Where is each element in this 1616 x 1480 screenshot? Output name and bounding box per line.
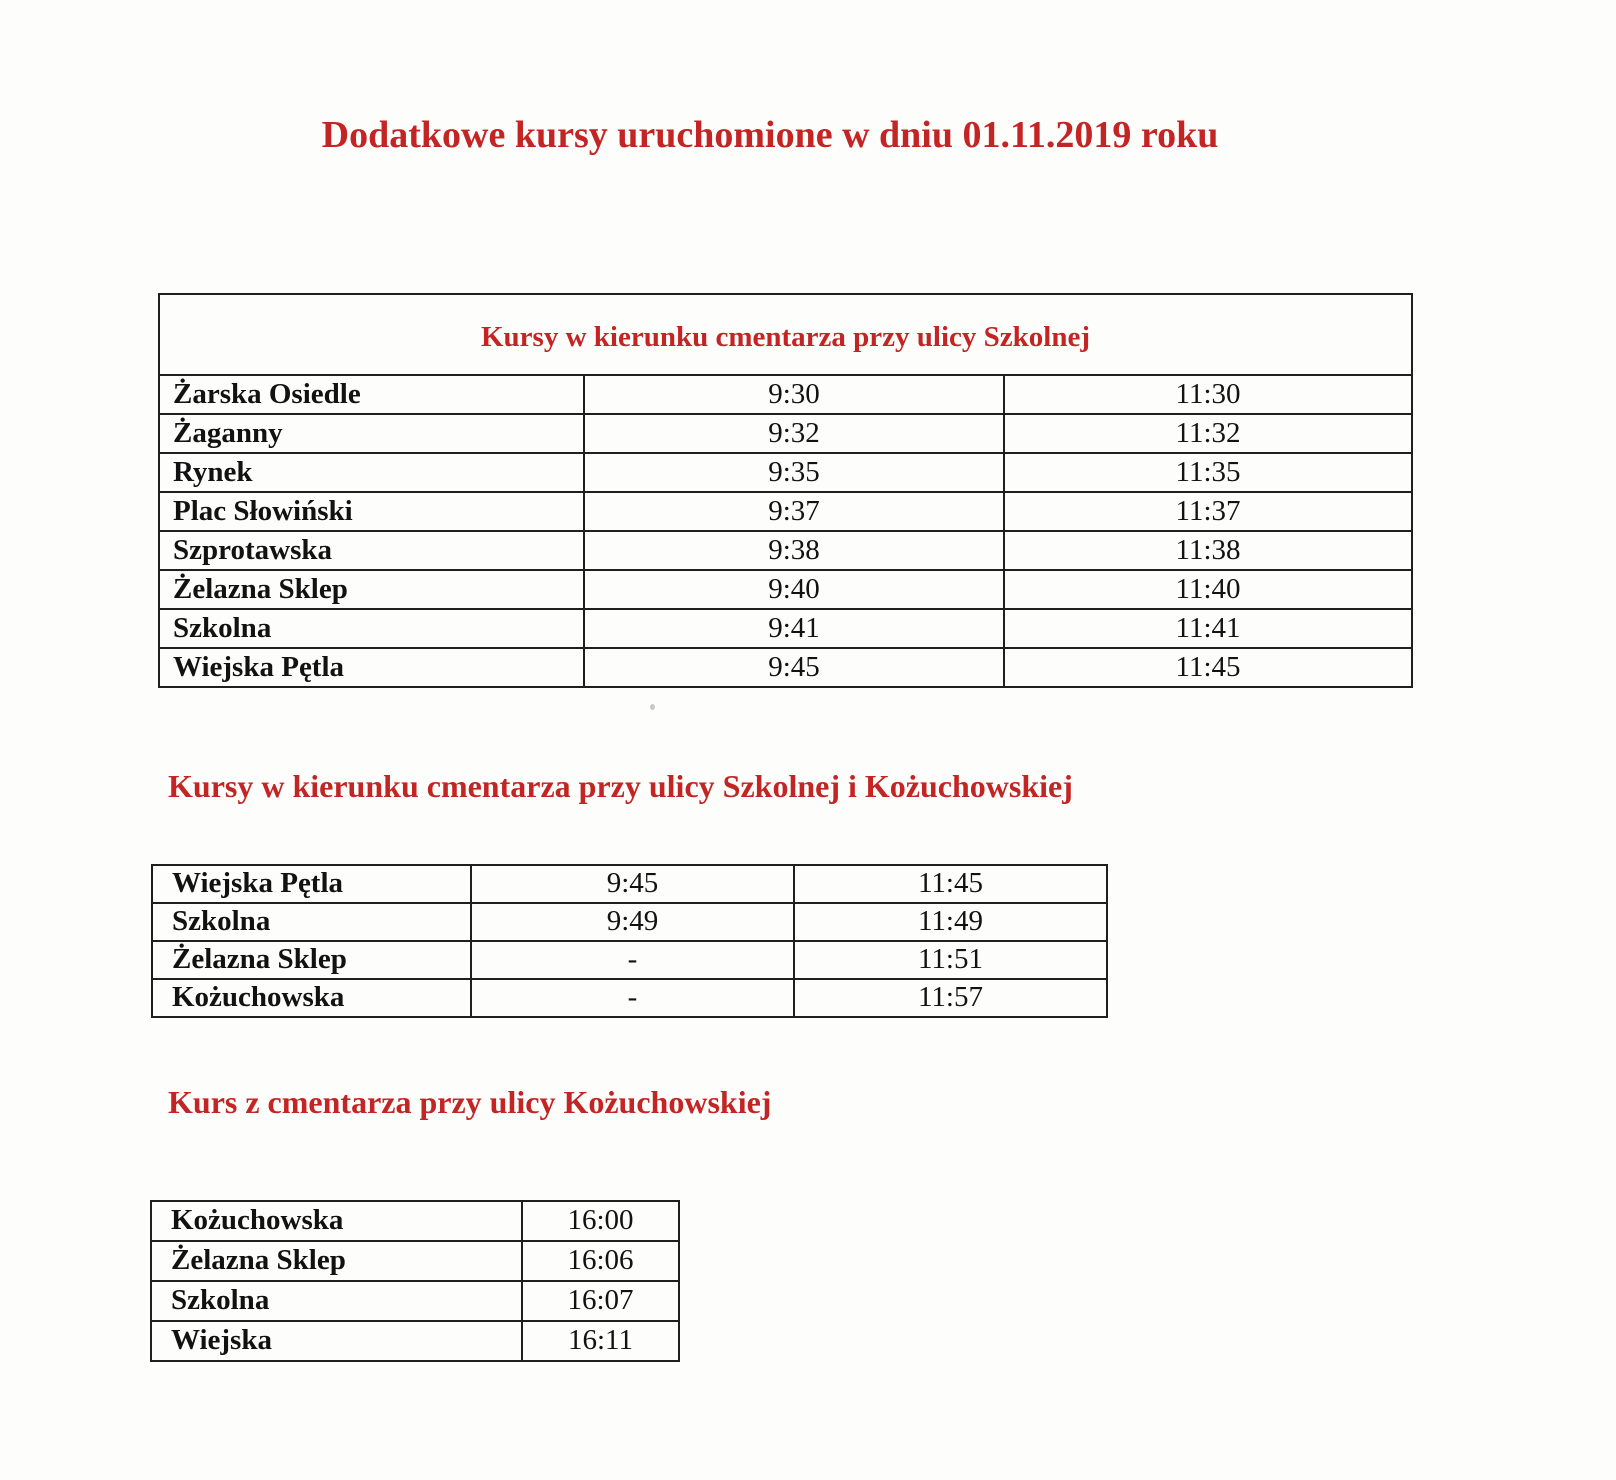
stop-name-cell: Żaganny [159, 414, 584, 453]
time-cell: 9:49 [471, 903, 794, 941]
table-row [159, 531, 1412, 570]
time-cell: 16:00 [522, 1201, 679, 1241]
table-row [159, 453, 1412, 492]
section-heading-z-kozuchowskiej: Kurs z cmentarza przy ulicy Kożuchowskiej [168, 1084, 772, 1120]
table-title: Kursy w kierunku cmentarza przy ulicy Szkolnej [159, 294, 1412, 375]
time-cell: 9:41 [584, 609, 1004, 648]
stop-name-cell: Żarska Osiedle [159, 375, 584, 414]
table-row [152, 979, 1107, 1017]
table-row [159, 648, 1412, 687]
stop-name-cell: Plac Słowiński [159, 492, 584, 531]
stop-name-cell: Wiejska Pętla [152, 865, 471, 903]
time-cell: 16:06 [522, 1241, 679, 1281]
table-row [152, 865, 1107, 903]
stop-name-cell: Kożuchowska [152, 979, 471, 1017]
time-cell: 9:32 [584, 414, 1004, 453]
document-title: Dodatkowe kursy uruchomione w dniu 01.11.2019 roku [321, 114, 1219, 156]
time-cell: 9:35 [584, 453, 1004, 492]
stop-name-cell: Wiejska [151, 1321, 522, 1361]
table-row [159, 609, 1412, 648]
stop-name-cell: Szprotawska [159, 531, 584, 570]
time-cell: 11:41 [1004, 609, 1412, 648]
time-cell: 16:07 [522, 1281, 679, 1321]
time-cell: - [471, 941, 794, 979]
time-cell: 9:38 [584, 531, 1004, 570]
table-row [159, 414, 1412, 453]
table-row [151, 1281, 679, 1321]
time-cell: 9:45 [471, 865, 794, 903]
time-cell: 11:30 [1004, 375, 1412, 414]
timetable-szkolnej-i-kozuchowskiej [151, 864, 1108, 1018]
time-cell: 11:45 [1004, 648, 1412, 687]
table-row [151, 1321, 679, 1361]
time-cell: 11:38 [1004, 531, 1412, 570]
stop-name-cell: Szkolna [152, 903, 471, 941]
time-cell: 9:37 [584, 492, 1004, 531]
time-cell: 11:49 [794, 903, 1107, 941]
time-cell: 11:40 [1004, 570, 1412, 609]
stop-name-cell: Żelazna Sklep [152, 941, 471, 979]
timetable-szkolnej [158, 293, 1413, 688]
time-cell: 9:45 [584, 648, 1004, 687]
stop-name-cell: Rynek [159, 453, 584, 492]
time-cell: - [471, 979, 794, 1017]
table-header-row [159, 294, 1412, 375]
section-heading-szkolnej-i-kozuchowskiej: Kursy w kierunku cmentarza przy ulicy Szkolnej i Kożuchowskiej [168, 768, 1073, 804]
time-cell: 9:40 [584, 570, 1004, 609]
stop-name-cell: Szkolna [151, 1281, 522, 1321]
table-row [159, 570, 1412, 609]
scan-artifact-dot [650, 704, 655, 710]
table-row [151, 1241, 679, 1281]
time-cell: 11:45 [794, 865, 1107, 903]
time-cell: 16:11 [522, 1321, 679, 1361]
table-row [151, 1201, 679, 1241]
time-cell: 11:57 [794, 979, 1107, 1017]
time-cell: 9:30 [584, 375, 1004, 414]
table-row [152, 941, 1107, 979]
time-cell: 11:32 [1004, 414, 1412, 453]
stop-name-cell: Wiejska Pętla [159, 648, 584, 687]
stop-name-cell: Żelazna Sklep [151, 1241, 522, 1281]
table-row [159, 375, 1412, 414]
time-cell: 11:35 [1004, 453, 1412, 492]
stop-name-cell: Żelazna Sklep [159, 570, 584, 609]
stop-name-cell: Szkolna [159, 609, 584, 648]
table-row [159, 492, 1412, 531]
timetable-z-kozuchowskiej [150, 1200, 680, 1362]
stop-name-cell: Kożuchowska [151, 1201, 522, 1241]
time-cell: 11:37 [1004, 492, 1412, 531]
table-row [152, 903, 1107, 941]
time-cell: 11:51 [794, 941, 1107, 979]
